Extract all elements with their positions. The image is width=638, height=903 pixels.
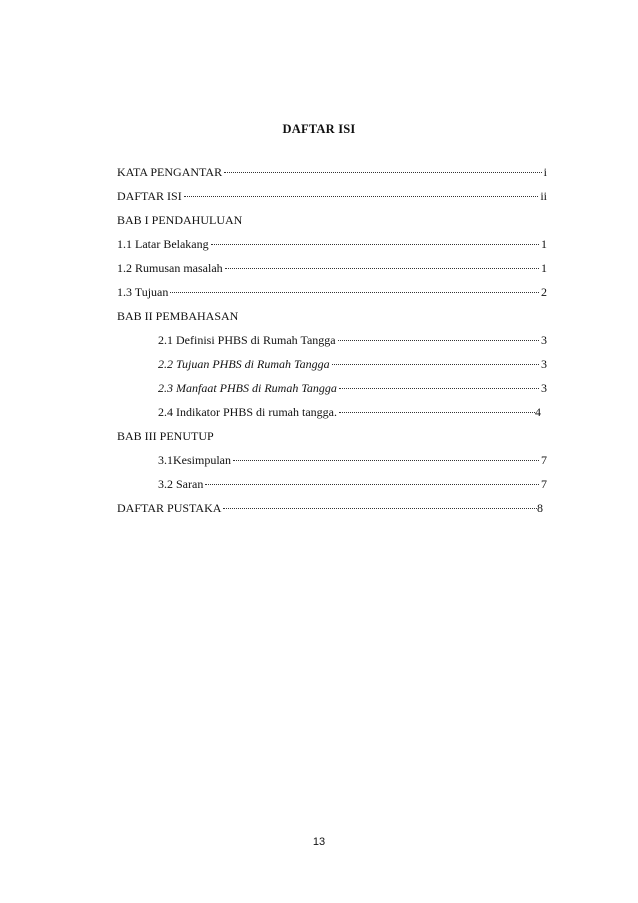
toc-entry-kata-pengantar [117,160,547,184]
toc-entry-text: 2.4 Indikator PHBS di rumah tangga. [158,405,337,419]
toc-entry-text: 1.2 Rumusan masalah [117,261,223,275]
toc-entry-daftar-pustaka [117,496,547,520]
toc-entry-saran [117,472,547,496]
toc-leader-dots [339,411,535,413]
toc-entry-text: DAFTAR PUSTAKA [117,501,222,515]
table-of-contents [117,160,547,520]
toc-chapter-bab-2 [117,304,547,328]
toc-entry-tujuan [117,280,547,304]
toc-leader-dots [332,363,539,365]
toc-entry-text: KATA PENGANTAR [117,165,223,179]
toc-entry-page: 2 [541,285,547,299]
toc-entry-rumusan-masalah [117,256,547,280]
toc-entry-text: 2.2 Tujuan PHBS di Rumah Tangga [158,357,330,371]
toc-entry-page: 1 [541,261,547,275]
toc-leader-dots [223,507,537,509]
toc-entry-indikator-phbs [117,400,547,424]
toc-entry-text: 1.3 Tujuan [117,285,169,299]
toc-leader-dots [205,483,539,485]
toc-entry-text: DAFTAR ISI [117,189,182,203]
toc-entry-text: 2.3 Manfaat PHBS di Rumah Tangga [158,381,337,395]
toc-entry-page: 3 [541,357,547,371]
toc-chapter-heading: BAB III PENUTUP [117,429,214,443]
toc-leader-dots [338,339,539,341]
page-number: 13 [312,836,326,848]
toc-entry-tujuan-phbs [117,352,547,376]
toc-entry-page: ii [540,189,547,203]
toc-entry-page: 1 [541,237,547,251]
toc-entry-manfaat-phbs [117,376,547,400]
toc-leader-dots [170,291,539,293]
toc-entry-page: 7 [541,453,547,467]
toc-entry-definisi-phbs [117,328,547,352]
toc-entry-page: i [543,165,547,179]
toc-entry-text: 3.2 Saran [158,477,204,491]
toc-chapter-heading: BAB I PENDAHULUAN [117,213,243,227]
toc-entry-kesimpulan [117,448,547,472]
toc-leader-dots [211,243,539,245]
toc-entry-page: 7 [541,477,547,491]
toc-entry-daftar-isi [117,184,547,208]
toc-entry-page: 3 [541,381,547,395]
toc-leader-dots [233,459,539,461]
toc-leader-dots [224,171,542,173]
toc-entry-page: 8 [537,501,543,515]
toc-leader-dots [225,267,539,269]
toc-entry-page: 4 [535,405,541,419]
toc-entry-text: 1.1 Latar Belakang [117,237,209,251]
toc-entry-page: 3 [541,333,547,347]
toc-chapter-heading: BAB II PEMBAHASAN [117,309,239,323]
toc-leader-dots [339,387,539,389]
toc-leader-dots [184,195,539,197]
toc-entry-text: 2.1 Definisi PHBS di Rumah Tangga [158,333,336,347]
toc-chapter-bab-1 [117,208,547,232]
toc-entry-text: 3.1Kesimpulan [158,453,231,467]
page-title: DAFTAR ISI [282,122,356,136]
toc-entry-latar-belakang [117,232,547,256]
toc-chapter-bab-3 [117,424,547,448]
